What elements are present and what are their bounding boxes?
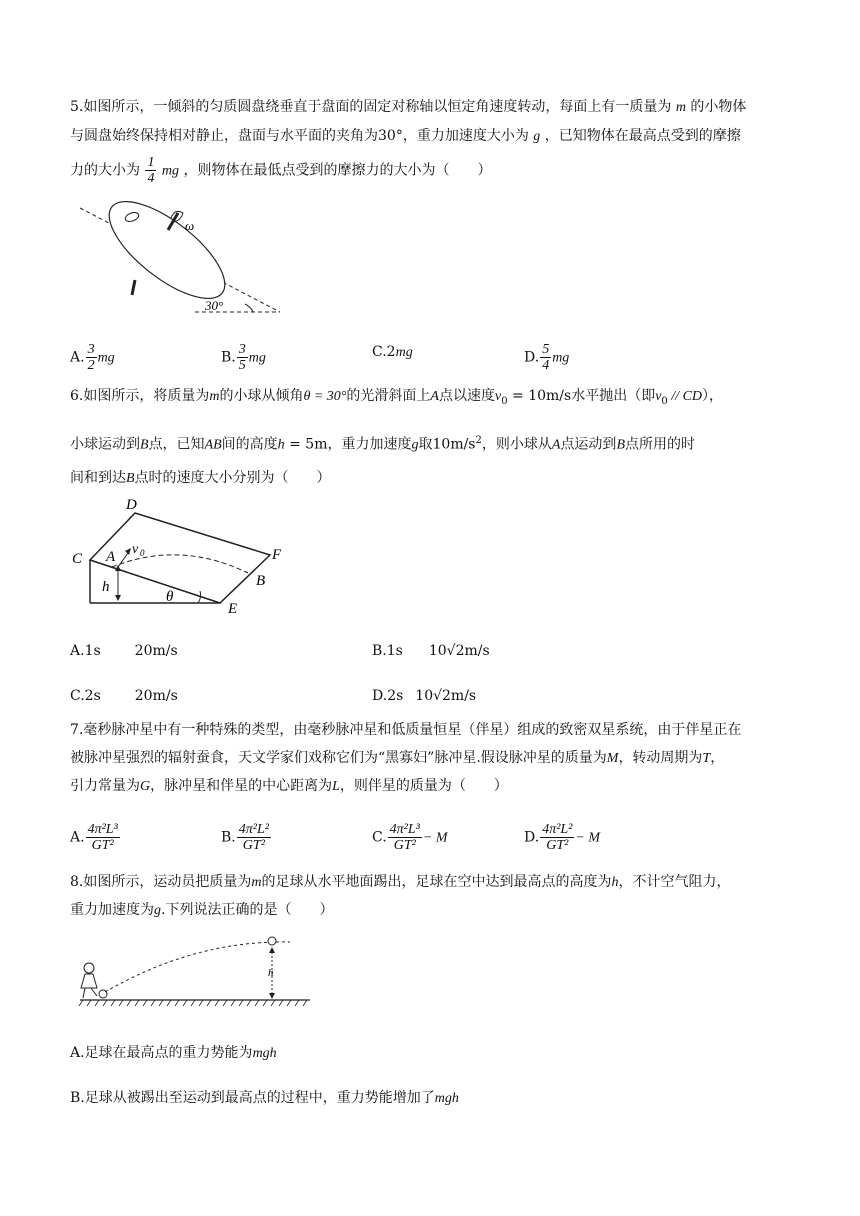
q6-incline-figure: [70, 495, 290, 620]
q5-option-d[interactable]: D. $\frac{5}{4}$ mg: [524, 342, 570, 373]
q7-option-b[interactable]: B. $\frac{\text{4π²L²}}{\text{GT²}}$: [221, 822, 269, 853]
q6-line-1: 6.如图所示，将质量为m的小球从倾角θ = 30°的光滑斜面上A点以速度$v_0 = 10m/s$水平抛出（即$v_0 // CD$），: [70, 388, 724, 407]
q5-line-1: 5.如图所示，一倾斜的匀质圆盘绕垂直于盘面的固定对称轴以恒定角速度转动，每面上有一质量为 m 的小物体: [70, 99, 747, 115]
disk-ellipse: [95, 185, 240, 315]
player-figure-icon: [81, 963, 97, 998]
ball-top-icon: [268, 937, 276, 945]
q8-line-2: 重力加速度为g.下列说法正确的是（ ）: [70, 902, 334, 918]
q5-line-2: 与圆盘始终保持相对静止，盘面与水平面的夹角为30°，重力加速度大小为 g ，已知物体在最高点受到的摩擦: [70, 128, 741, 144]
label-B: B: [256, 573, 266, 589]
q6-option-c[interactable]: C.2s 20m/s: [70, 688, 178, 704]
label-E: E: [228, 601, 238, 617]
label-h: h: [102, 579, 110, 595]
q8-option-a[interactable]: A.足球在最高点的重力势能为mgh: [70, 1045, 277, 1061]
omega-label: ω: [185, 218, 195, 233]
shaft-bottom: [132, 280, 135, 295]
ball-trajectory-dashed: [105, 942, 290, 992]
label-theta: θ: [166, 589, 174, 605]
label-F: F: [272, 547, 282, 563]
label-D: D: [126, 497, 137, 513]
q5-fraction: $\frac{1}{4}$: [147, 155, 155, 186]
q6-option-b[interactable]: B.1s 10√2m/s: [372, 643, 490, 659]
q8-football-figure: [75, 930, 315, 1010]
q5-option-b[interactable]: B. $\frac{3}{5}$ mg: [221, 342, 266, 373]
q7-option-a[interactable]: A. $\frac{\text{4π²L³}}{\text{GT²}}$: [70, 822, 118, 853]
q5-line-3: 力的大小为 $\frac{1}{4}$ mg ，则物体在最低点受到的摩擦力的大小为（ ）: [70, 155, 492, 186]
label-A: A: [106, 549, 116, 565]
q7-line-1: 7.毫秒脉冲星中有一种特殊的类型，由毫秒脉冲星和低质量恒星（伴星）组成的致密双星系统，由于伴星正在: [70, 722, 742, 738]
q6-option-d[interactable]: D.2s 10√2m/s: [372, 688, 477, 704]
q7-option-c[interactable]: C. $\frac{\text{4π²L³}}{\text{GT²}}$ − M: [372, 822, 448, 853]
angle-label: 30°: [205, 298, 224, 313]
ground-hatch: [79, 1000, 307, 1006]
q6-line-3: 间和到达B点时的速度大小分别为（ ）: [70, 470, 331, 486]
q5-option-a[interactable]: A. $\frac{3}{2}$ mg: [70, 342, 115, 373]
q7-option-d[interactable]: D. $\frac{\text{4π²L²}}{\text{GT²}}$ − M: [524, 822, 600, 853]
label-C: C: [72, 551, 83, 567]
q8-option-b[interactable]: B.足球从被踢出至运动到最高点的过程中，重力势能增加了mgh: [70, 1090, 459, 1106]
q6-line-2: 小球运动到B点，已知AB间的高度h = 5m，重力加速度g取$10m/s^2$，则小球从A点运动到B点所用的时: [70, 435, 695, 453]
label-v0: v: [132, 542, 139, 557]
angle-arc: [245, 304, 253, 312]
q7-line-2: 被脉冲星强烈的辐射蚕食，天文学家们戏称它们为“黑寡妇”脉冲星.假设脉冲星的质量为M，转动周期为T，: [70, 750, 725, 766]
q8-line-1: 8.如图所示，运动员把质量为m的足球从水平地面踢出，足球在空中达到最高点的高度为h，不计空气阻力，: [70, 874, 731, 890]
q5-disk-figure: [75, 200, 285, 320]
q7-line-3: 引力常量为G，脉冲星和伴星的中心距离为L，则伴星的质量为（ ）: [70, 778, 508, 794]
q5-option-c[interactable]: C.2mg: [372, 344, 413, 360]
q6-option-a[interactable]: A.1s 20m/s: [70, 643, 178, 659]
svg-text:0: 0: [140, 548, 145, 558]
h-label: h: [268, 967, 274, 979]
